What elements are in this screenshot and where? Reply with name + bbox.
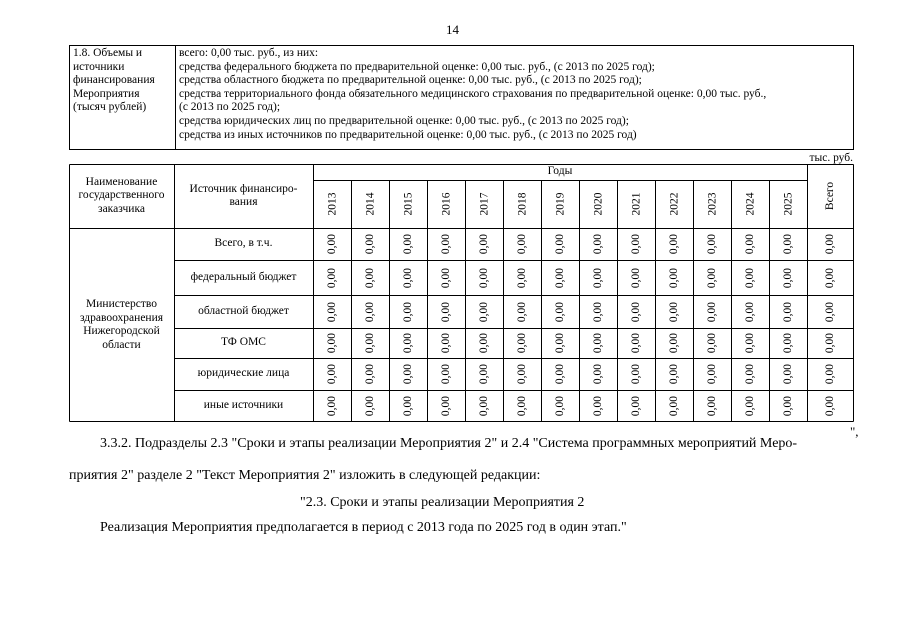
row-value <box>731 228 769 260</box>
row-value-text: 0,00 <box>516 395 528 417</box>
passport-label <box>70 46 176 149</box>
passport-content-line: (с 2013 по 2025 год); <box>179 101 281 114</box>
row-value <box>389 228 427 260</box>
row-value <box>313 328 351 358</box>
header-year <box>617 180 655 228</box>
row-value-text: 0,00 <box>402 363 414 385</box>
header-year <box>503 180 541 228</box>
row-value-text: 0,00 <box>744 395 756 417</box>
row-source: иные источники <box>203 399 284 412</box>
passport-label-line: (тысяч рублей) <box>73 101 147 114</box>
row-value <box>769 390 807 422</box>
row-value <box>389 358 427 390</box>
row-value-text: 0,00 <box>440 233 452 255</box>
row-value-text: 0,00 <box>668 267 680 288</box>
row-value <box>427 295 465 328</box>
unit-label: тыс. руб. <box>809 152 853 164</box>
row-value-text: 0,00 <box>326 395 338 417</box>
header-year-text: 2021 <box>630 192 642 216</box>
row-value <box>579 328 617 358</box>
row-value-text: 0,00 <box>478 301 490 322</box>
row-value <box>579 228 617 260</box>
passport-content <box>176 46 853 143</box>
row-value-text: 0,00 <box>744 332 756 354</box>
row-value <box>769 228 807 260</box>
row-value-text: 0,00 <box>782 301 794 322</box>
row-value <box>351 295 389 328</box>
row-value-text: 0,00 <box>364 267 376 288</box>
row-value-text: 0,00 <box>782 233 794 255</box>
row-value-text: 0,00 <box>782 363 794 385</box>
header-year-text: 2024 <box>744 192 756 216</box>
row-value <box>731 358 769 390</box>
row-value <box>693 328 731 358</box>
row-value-text: 0,00 <box>364 233 376 255</box>
row-value <box>427 228 465 260</box>
header-year <box>389 180 427 228</box>
header-year-text: 2016 <box>440 192 452 216</box>
row-value <box>313 358 351 390</box>
row-value <box>427 358 465 390</box>
row-value-text: 0,00 <box>478 267 490 288</box>
header-year-text: 2023 <box>706 192 718 216</box>
row-value-text: 0,00 <box>592 233 604 255</box>
row-value-text: 0,00 <box>630 233 642 255</box>
row-total-text: 0,00 <box>824 363 837 385</box>
row-value <box>655 228 693 260</box>
row-value <box>351 358 389 390</box>
row-total <box>807 228 854 260</box>
row-value <box>389 260 427 295</box>
row-value <box>693 390 731 422</box>
row-total-text: 0,00 <box>824 395 837 417</box>
header-year-text: 2015 <box>402 192 414 216</box>
row-value-text: 0,00 <box>668 332 680 354</box>
header-year <box>731 180 769 228</box>
row-value <box>617 295 655 328</box>
row-value <box>389 328 427 358</box>
row-value-text: 0,00 <box>744 301 756 322</box>
passport-box <box>69 45 854 150</box>
row-value-text: 0,00 <box>554 332 566 354</box>
header-year <box>655 180 693 228</box>
row-value <box>693 228 731 260</box>
row-value-text: 0,00 <box>706 395 718 417</box>
header-total <box>807 164 854 228</box>
row-value <box>351 228 389 260</box>
row-value-text: 0,00 <box>630 301 642 322</box>
row-value <box>389 390 427 422</box>
row-value <box>465 295 503 328</box>
row-source: областной бюджет <box>198 304 289 317</box>
row-value-text: 0,00 <box>440 301 452 322</box>
row-value <box>503 260 541 295</box>
row-value-text: 0,00 <box>478 332 490 354</box>
row-value <box>351 390 389 422</box>
header-year <box>579 180 617 228</box>
passport-label-line: Мероприятия <box>73 87 140 100</box>
row-value-text: 0,00 <box>744 267 756 288</box>
row-value <box>427 260 465 295</box>
passport-content-line: средства юридических лиц по предварительной оценке: 0,00 тыс. руб., (с 2013 по 2025 год); <box>179 114 629 127</box>
header-year <box>769 180 807 228</box>
row-value <box>731 260 769 295</box>
row-value-text: 0,00 <box>478 363 490 385</box>
row-value-text: 0,00 <box>744 363 756 385</box>
row-value <box>541 260 579 295</box>
row-value <box>313 390 351 422</box>
row-value-text: 0,00 <box>364 301 376 322</box>
row-value-text: 0,00 <box>592 301 604 322</box>
row-value <box>503 358 541 390</box>
row-value-text: 0,00 <box>782 332 794 354</box>
row-value-text: 0,00 <box>516 233 528 255</box>
row-value <box>655 328 693 358</box>
header-year-text: 2018 <box>516 192 528 216</box>
row-value <box>617 260 655 295</box>
row-total <box>807 390 854 422</box>
row-value-text: 0,00 <box>402 233 414 255</box>
header-year-text: 2014 <box>364 192 376 216</box>
row-value-text: 0,00 <box>440 395 452 417</box>
row-value <box>731 328 769 358</box>
header-year-text: 2025 <box>782 192 794 216</box>
financing-table <box>69 164 854 422</box>
row-value-text: 0,00 <box>326 267 338 288</box>
row-value-text: 0,00 <box>440 332 452 354</box>
row-total-text: 0,00 <box>824 267 837 288</box>
row-value-text: 0,00 <box>478 395 490 417</box>
row-value <box>769 328 807 358</box>
row-value-text: 0,00 <box>364 395 376 417</box>
header-year <box>693 180 731 228</box>
row-value-text: 0,00 <box>364 363 376 385</box>
paragraph-line: приятия 2" разделе 2 "Текст Мероприятия 2" изложить в следующей редакции: <box>69 468 541 483</box>
row-value-text: 0,00 <box>554 363 566 385</box>
row-value-text: 0,00 <box>326 363 338 385</box>
row-value-text: 0,00 <box>402 395 414 417</box>
row-value <box>693 358 731 390</box>
row-total <box>807 260 854 295</box>
row-value <box>769 260 807 295</box>
row-value-text: 0,00 <box>440 267 452 288</box>
row-source: Всего, в т.ч. <box>214 237 273 250</box>
row-value <box>465 260 503 295</box>
row-value <box>769 358 807 390</box>
row-value <box>693 295 731 328</box>
passport-content-line: всего: 0,00 тыс. руб., из них: <box>179 47 319 59</box>
row-value <box>313 260 351 295</box>
header-year <box>465 180 503 228</box>
row-value <box>541 358 579 390</box>
passport-label-line: 1.8. Объемы и <box>73 47 143 59</box>
header-source: Источник финансиро-вания <box>189 182 298 208</box>
row-value-text: 0,00 <box>402 301 414 322</box>
row-value-text: 0,00 <box>554 233 566 255</box>
row-value-text: 0,00 <box>706 267 718 288</box>
row-value-text: 0,00 <box>516 363 528 385</box>
row-value-text: 0,00 <box>592 267 604 288</box>
row-value-text: 0,00 <box>554 301 566 322</box>
row-value-text: 0,00 <box>402 332 414 354</box>
row-value <box>693 260 731 295</box>
row-total <box>807 328 854 358</box>
section-heading: "2.3. Сроки и этапы реализации Мероприятия 2 <box>300 495 585 510</box>
row-value <box>617 228 655 260</box>
row-value <box>655 260 693 295</box>
row-value-text: 0,00 <box>592 332 604 354</box>
header-year-text: 2013 <box>326 192 338 216</box>
row-value-text: 0,00 <box>326 233 338 255</box>
row-value-text: 0,00 <box>630 267 642 288</box>
passport-content-line: средства областного бюджета по предварительной оценке: 0,00 тыс. руб., (с 2013 по 2025 год); <box>179 74 642 87</box>
row-value <box>465 390 503 422</box>
row-value <box>465 228 503 260</box>
header-year <box>351 180 389 228</box>
row-source: ТФ ОМС <box>221 336 266 349</box>
row-value-text: 0,00 <box>630 332 642 354</box>
header-year-text: 2019 <box>554 192 566 216</box>
row-value <box>351 260 389 295</box>
row-source: федеральный бюджет <box>190 270 297 283</box>
passport-label-line: источники <box>73 60 125 73</box>
row-value-text: 0,00 <box>706 233 718 255</box>
header-years: Годы <box>547 165 573 178</box>
row-value <box>503 328 541 358</box>
row-value-text: 0,00 <box>516 332 528 354</box>
row-value-text: 0,00 <box>668 233 680 255</box>
row-total <box>807 358 854 390</box>
row-value-text: 0,00 <box>782 267 794 288</box>
row-value <box>465 328 503 358</box>
row-value-text: 0,00 <box>592 363 604 385</box>
row-value <box>541 390 579 422</box>
row-value-text: 0,00 <box>744 233 756 255</box>
row-value-text: 0,00 <box>668 363 680 385</box>
row-value-text: 0,00 <box>326 301 338 322</box>
row-value-text: 0,00 <box>630 363 642 385</box>
passport-label-line: финансирования <box>73 74 155 87</box>
row-total-text: 0,00 <box>824 301 837 322</box>
paragraph-line: 3.3.2. Подразделы 2.3 "Сроки и этапы реализации Мероприятия 2" и 2.4 "Система программных мероприятий Меро- <box>100 436 798 451</box>
row-value-text: 0,00 <box>668 301 680 322</box>
row-value-text: 0,00 <box>706 332 718 354</box>
row-value-text: 0,00 <box>402 267 414 288</box>
row-value <box>389 295 427 328</box>
passport-content-line: средства федерального бюджета по предварительной оценке: 0,00 тыс. руб., (с 2013 по 2025 год); <box>179 60 655 73</box>
closing-quote: ", <box>850 424 859 439</box>
row-value-text: 0,00 <box>592 395 604 417</box>
header-year-text: 2020 <box>592 192 604 216</box>
paragraph-line: Реализация Мероприятия предполагается в период с 2013 года по 2025 год в один этап." <box>100 520 627 535</box>
row-value-text: 0,00 <box>668 395 680 417</box>
page-number: 14 <box>446 22 459 37</box>
row-value-text: 0,00 <box>516 301 528 322</box>
row-value <box>503 295 541 328</box>
row-value <box>313 228 351 260</box>
row-value-text: 0,00 <box>554 395 566 417</box>
row-value <box>769 295 807 328</box>
row-value <box>579 358 617 390</box>
row-value <box>655 358 693 390</box>
row-value-text: 0,00 <box>706 363 718 385</box>
row-value-text: 0,00 <box>782 395 794 417</box>
row-value <box>579 295 617 328</box>
row-value-text: 0,00 <box>630 395 642 417</box>
row-value <box>427 390 465 422</box>
row-value-text: 0,00 <box>326 332 338 354</box>
row-value <box>731 390 769 422</box>
row-value <box>617 328 655 358</box>
row-value <box>427 328 465 358</box>
row-value <box>313 295 351 328</box>
passport-content-line: средства территориального фонда обязательного медицинского страхования по предварительной оценке: 0,00 тыс. руб., <box>179 87 767 100</box>
row-value <box>579 390 617 422</box>
row-value-text: 0,00 <box>478 233 490 255</box>
header-year <box>313 180 351 228</box>
header-total-text: Всего <box>824 181 837 211</box>
row-value <box>655 295 693 328</box>
row-value <box>541 328 579 358</box>
row-value <box>503 228 541 260</box>
row-value <box>617 390 655 422</box>
row-value-text: 0,00 <box>364 332 376 354</box>
header-year-text: 2022 <box>668 192 680 216</box>
row-value <box>351 328 389 358</box>
row-value <box>541 228 579 260</box>
row-value <box>503 390 541 422</box>
row-value <box>465 358 503 390</box>
customer-name: Министерство здравоохранения Нижегородской области <box>79 298 164 351</box>
row-total <box>807 295 854 328</box>
row-value <box>541 295 579 328</box>
row-value <box>731 295 769 328</box>
row-value-text: 0,00 <box>516 267 528 288</box>
passport-content-line: средства из иных источников по предварительной оценке: 0,00 тыс. руб., (с 2013 по 2025 год) <box>179 128 637 141</box>
header-year <box>427 180 465 228</box>
header-year-text: 2017 <box>478 192 490 216</box>
row-value-text: 0,00 <box>706 301 718 322</box>
row-total-text: 0,00 <box>824 332 837 354</box>
row-total-text: 0,00 <box>824 233 837 255</box>
row-value <box>579 260 617 295</box>
row-value-text: 0,00 <box>440 363 452 385</box>
row-value <box>617 358 655 390</box>
header-year <box>541 180 579 228</box>
row-value <box>655 390 693 422</box>
row-source: юридические лица <box>197 367 290 380</box>
header-customer: Наименование государственного заказчика <box>78 175 165 215</box>
row-value-text: 0,00 <box>554 267 566 288</box>
